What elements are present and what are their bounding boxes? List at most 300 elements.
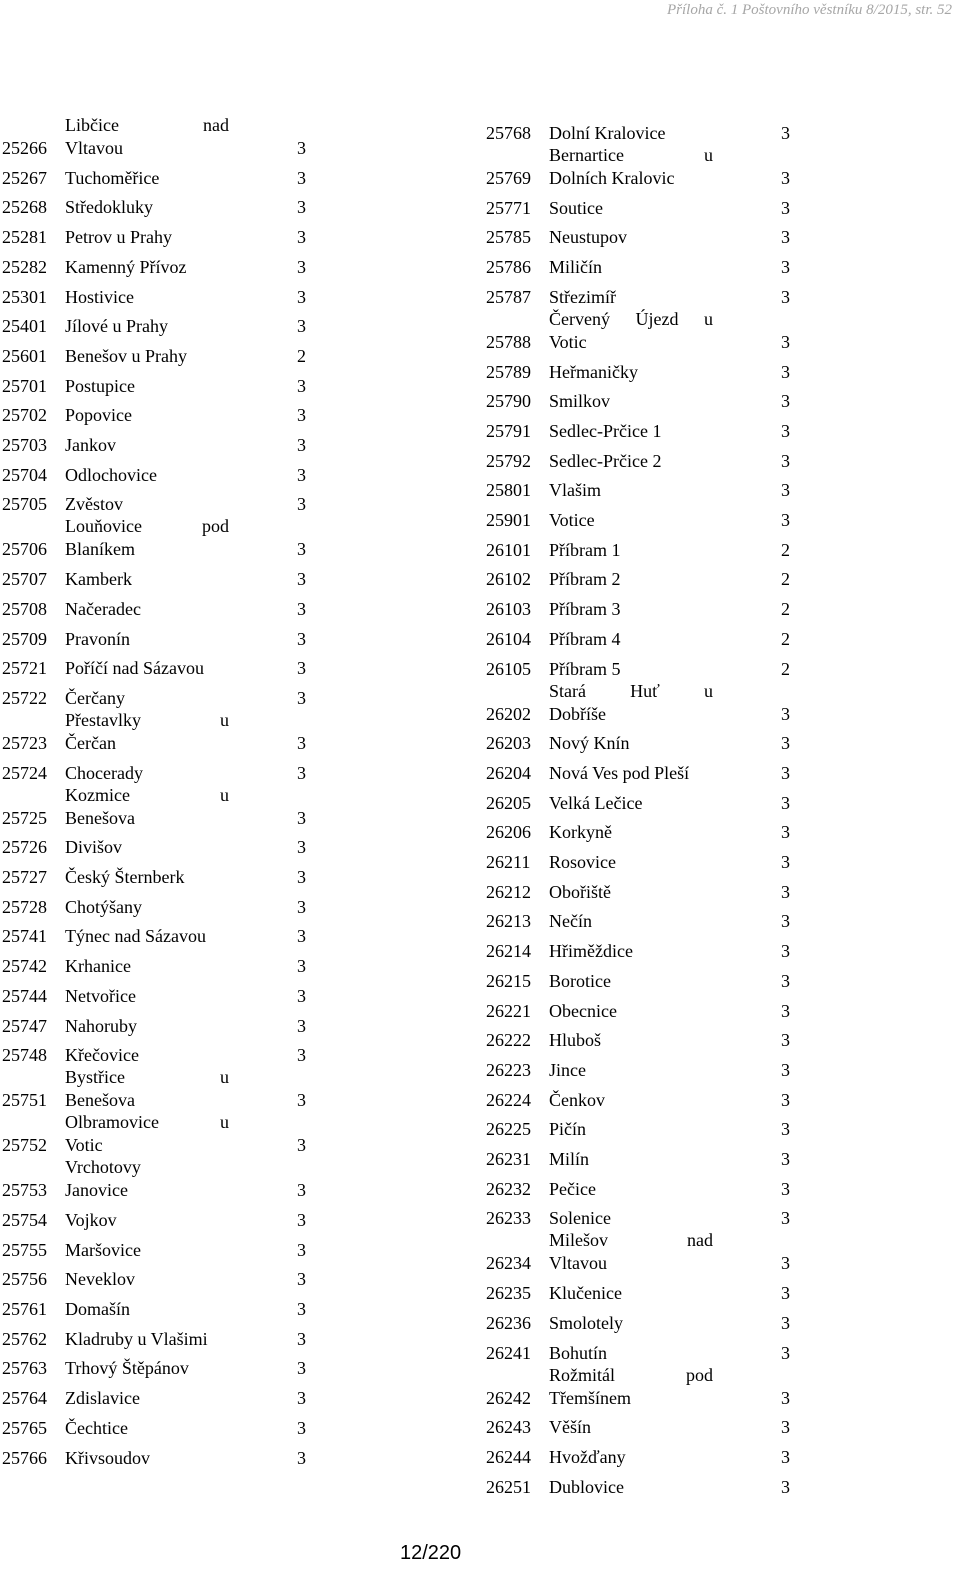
postal-code: 26241 xyxy=(486,1342,531,1363)
place-name: Příbram 1 xyxy=(549,539,621,560)
postal-code: 26224 xyxy=(486,1089,531,1110)
place-name: Bohutín xyxy=(549,1342,608,1363)
category-number: 3 xyxy=(781,881,790,902)
table-row xyxy=(2,895,322,919)
place-name: Divišov xyxy=(65,837,123,858)
place-name-word: Olbramovice xyxy=(65,1112,159,1133)
postal-code: 26104 xyxy=(486,628,531,649)
postal-code: 26251 xyxy=(486,1476,531,1497)
place-name: Český Šternberk xyxy=(65,867,185,887)
place-name: Věšín xyxy=(549,1417,591,1438)
place-name: Čerčan xyxy=(65,732,116,753)
category-number: 3 xyxy=(297,598,306,619)
place-name-word: Stará xyxy=(549,680,586,701)
table-row xyxy=(2,1067,322,1112)
postal-code: 26213 xyxy=(486,911,531,932)
table-row xyxy=(486,1177,806,1201)
category-number: 3 xyxy=(297,1090,306,1111)
postal-code: 26223 xyxy=(486,1059,531,1080)
category-number: 2 xyxy=(781,539,790,560)
postal-code: 25268 xyxy=(2,197,47,218)
place-name: Smilkov xyxy=(549,391,611,412)
place-name: Klučenice xyxy=(549,1283,622,1304)
postal-code: 25791 xyxy=(486,420,531,441)
category-number: 3 xyxy=(781,1253,790,1274)
place-name: Střezimíř xyxy=(549,286,616,307)
table-row xyxy=(2,1386,322,1410)
category-number: 3 xyxy=(297,494,306,515)
place-name: Kamenný Přívoz xyxy=(65,256,187,277)
category-number: 3 xyxy=(781,970,790,991)
category-number: 3 xyxy=(297,985,306,1006)
table-row xyxy=(2,166,322,190)
table-row xyxy=(2,567,322,591)
table-row xyxy=(486,1341,806,1365)
place-name: Kladruby u Vlašimi xyxy=(65,1328,208,1349)
place-name: Popovice xyxy=(65,405,132,426)
table-row xyxy=(486,791,806,815)
place-name: Kamberk xyxy=(65,569,132,590)
postal-code: 25789 xyxy=(486,361,531,382)
table-row xyxy=(486,761,806,785)
table-row xyxy=(2,195,322,219)
place-name: Miličín xyxy=(549,257,602,278)
postal-code: 25769 xyxy=(486,168,531,188)
place-name: Příbram 4 xyxy=(549,628,621,649)
place-name: Sedlec-Prčice 1 xyxy=(549,420,662,441)
postal-code: 26212 xyxy=(486,881,531,902)
place-name: Vltavou xyxy=(549,1253,607,1274)
postal-code: 26244 xyxy=(486,1446,531,1467)
postal-code: 26215 xyxy=(486,970,531,991)
place-name: Středokluky xyxy=(65,197,153,218)
place-name: Příbram 2 xyxy=(549,569,621,590)
postal-code: 25755 xyxy=(2,1239,47,1260)
table-row xyxy=(2,1446,322,1470)
category-number: 3 xyxy=(781,1476,790,1497)
place-name: Velká Lečice xyxy=(549,792,643,813)
place-name: Příbram 3 xyxy=(549,599,621,620)
category-number: 3 xyxy=(781,1000,790,1021)
table-row xyxy=(2,403,322,427)
place-name-word: pod xyxy=(202,516,229,537)
table-row xyxy=(486,880,806,904)
category-number: 3 xyxy=(297,807,306,828)
place-name-word: nad xyxy=(203,115,229,135)
place-name: Domašín xyxy=(65,1299,130,1319)
place-name: Zdislavice xyxy=(65,1388,140,1409)
category-number: 3 xyxy=(781,420,790,441)
table-row xyxy=(486,657,806,681)
table-row xyxy=(2,1208,322,1232)
postal-code: 25766 xyxy=(2,1447,47,1468)
table-row xyxy=(486,680,806,726)
place-name: Borotice xyxy=(549,970,611,991)
table-row xyxy=(2,1043,322,1067)
category-number: 3 xyxy=(297,1388,306,1409)
postal-code: 26231 xyxy=(486,1149,531,1169)
table-row xyxy=(2,314,322,338)
place-name-word: Louňovice xyxy=(65,516,142,537)
category-number: 3 xyxy=(781,361,790,382)
place-name-word: Rožmitál xyxy=(549,1364,615,1385)
place-name: Pičín xyxy=(549,1119,587,1140)
place-name-word: u xyxy=(220,1112,229,1133)
category-number: 3 xyxy=(297,167,306,188)
place-name-word: u xyxy=(704,680,713,701)
place-name: Solenice xyxy=(549,1208,611,1229)
place-name-line1 xyxy=(65,1155,229,1179)
postal-code: 25707 xyxy=(2,569,47,590)
place-name: Heřmaničky xyxy=(549,361,638,382)
postal-code: 26232 xyxy=(486,1178,531,1199)
category-number: 3 xyxy=(781,257,790,278)
category-number: 3 xyxy=(781,762,790,783)
category-number: 3 xyxy=(297,896,306,917)
postal-code: 26221 xyxy=(486,1000,531,1021)
category-number: 3 xyxy=(781,1208,790,1229)
postal-code: 25702 xyxy=(2,405,47,426)
category-number: 3 xyxy=(781,197,790,218)
place-name: Benešov u Prahy xyxy=(65,345,187,366)
category-number: 3 xyxy=(781,1119,790,1140)
category-number: 3 xyxy=(781,391,790,412)
category-number: 3 xyxy=(297,628,306,649)
postal-code: 25753 xyxy=(2,1180,47,1201)
place-name-line1 xyxy=(65,1065,229,1089)
table-row xyxy=(2,516,322,561)
postal-code: 25708 xyxy=(2,598,47,619)
table-row xyxy=(486,939,806,963)
place-name: Blaníkem xyxy=(65,539,135,560)
postal-code: 26222 xyxy=(486,1030,531,1051)
place-name: Jílové u Prahy xyxy=(65,316,168,337)
category-number: 3 xyxy=(297,435,306,455)
table-row xyxy=(486,1364,806,1410)
table-row xyxy=(2,1238,322,1262)
table-row xyxy=(486,1281,806,1305)
place-name: Příbram 5 xyxy=(549,658,621,679)
category-number: 3 xyxy=(781,852,790,872)
category-number: 3 xyxy=(781,331,790,352)
table-row xyxy=(2,954,322,978)
place-name: Čenkov xyxy=(549,1089,605,1110)
category-number: 3 xyxy=(297,1299,306,1319)
table-row xyxy=(2,1327,322,1351)
postal-code: 26233 xyxy=(486,1208,531,1229)
place-name: Dobříše xyxy=(549,703,606,724)
postal-code: 25786 xyxy=(486,257,531,278)
table-row xyxy=(2,1297,322,1321)
table-row xyxy=(486,1028,806,1052)
place-name-word: u xyxy=(220,784,229,805)
table-row xyxy=(2,686,322,710)
category-number: 3 xyxy=(781,1059,790,1080)
postal-code: 25266 xyxy=(2,138,47,158)
place-name: Pravonín xyxy=(65,628,130,649)
postal-code: 25701 xyxy=(2,375,47,396)
postal-code: 26234 xyxy=(486,1253,531,1274)
table-row xyxy=(486,225,806,249)
category-number: 3 xyxy=(781,1149,790,1169)
table-row xyxy=(486,627,806,651)
table-row xyxy=(486,196,806,220)
table-row xyxy=(486,731,806,755)
postal-code: 25752 xyxy=(2,1135,47,1156)
page-header: Příloha č. 1 Poštovního věstníku 8/2015, str. 52 xyxy=(667,2,952,18)
postal-code: 25801 xyxy=(486,480,531,501)
postal-code: 26236 xyxy=(486,1312,531,1333)
postal-code: 25764 xyxy=(2,1388,47,1409)
postal-code: 25601 xyxy=(2,345,47,366)
postal-code: 25901 xyxy=(486,510,531,530)
category-number: 3 xyxy=(781,1030,790,1051)
place-name: Pečice xyxy=(549,1178,596,1199)
place-name-word: Přestavlky xyxy=(65,709,141,730)
table-row xyxy=(2,1112,322,1157)
category-number: 3 xyxy=(781,227,790,248)
postal-code: 25787 xyxy=(486,286,531,307)
category-number: 3 xyxy=(781,1446,790,1467)
table-row xyxy=(486,449,806,473)
postal-code: 25747 xyxy=(2,1015,47,1036)
table-row xyxy=(486,1415,806,1439)
place-name: Křečovice xyxy=(65,1045,139,1066)
place-name: Netvořice xyxy=(65,985,136,1006)
place-name: Třemšínem xyxy=(549,1387,631,1408)
table-row xyxy=(486,1206,806,1230)
table-row xyxy=(486,389,806,413)
place-name: Hřiměždice xyxy=(549,941,633,962)
category-number: 3 xyxy=(781,450,790,471)
place-name: Nový Knín xyxy=(549,733,630,754)
place-name: Trhový Štěpánov xyxy=(65,1358,189,1379)
postal-code: 25724 xyxy=(2,762,47,783)
table-row xyxy=(2,374,322,398)
postal-code: 25744 xyxy=(2,985,47,1006)
table-row xyxy=(2,835,322,859)
place-name-line1 xyxy=(549,1228,713,1252)
table-row xyxy=(486,255,806,279)
postal-code: 25721 xyxy=(2,658,47,679)
table-row xyxy=(2,761,322,785)
category-number: 3 xyxy=(297,658,306,679)
category-number: 3 xyxy=(297,256,306,277)
place-name: Chotýšany xyxy=(65,896,143,917)
table-row xyxy=(486,1445,806,1469)
place-name-line1 xyxy=(549,1363,713,1387)
table-row xyxy=(2,463,322,487)
category-number: 2 xyxy=(781,628,790,649)
table-row xyxy=(486,999,806,1023)
postal-code: 25761 xyxy=(2,1299,47,1319)
table-row xyxy=(2,656,322,680)
postal-code: 25792 xyxy=(486,450,531,471)
table-row xyxy=(2,709,322,755)
table-row xyxy=(2,433,322,457)
table-row xyxy=(486,360,806,384)
category-number: 3 xyxy=(297,569,306,590)
category-number: 3 xyxy=(297,316,306,337)
table-row xyxy=(486,1311,806,1335)
page-number: 12/220 xyxy=(400,1542,462,1564)
table-row xyxy=(486,820,806,844)
place-name-word: Bernartice xyxy=(549,145,624,165)
table-row xyxy=(2,1267,322,1291)
place-name-word: u xyxy=(220,709,229,730)
table-row xyxy=(486,850,806,874)
place-name-line1 xyxy=(65,1110,229,1134)
postal-code: 25751 xyxy=(2,1090,47,1111)
place-name: Votic xyxy=(549,331,587,352)
category-number: 3 xyxy=(297,405,306,426)
postal-code: 25790 xyxy=(486,391,531,412)
place-name: Odlochovice xyxy=(65,464,157,485)
table-row xyxy=(2,225,322,249)
place-name: Poříčí nad Sázavou xyxy=(65,658,204,679)
category-number: 2 xyxy=(781,569,790,590)
postal-code: 26103 xyxy=(486,599,531,620)
place-name-word: Červený xyxy=(549,308,610,329)
postal-code: 25754 xyxy=(2,1209,47,1230)
place-name: Neveklov xyxy=(65,1269,135,1290)
category-number: 3 xyxy=(781,1387,790,1408)
place-name-word: Milešov xyxy=(549,1230,609,1251)
category-number: 3 xyxy=(781,1312,790,1333)
place-name-word: Bystřice xyxy=(65,1067,125,1088)
category-number: 3 xyxy=(297,926,306,947)
place-name: Benešova xyxy=(65,1090,135,1111)
category-number: 3 xyxy=(781,792,790,813)
category-number: 3 xyxy=(781,911,790,932)
place-name-word: nad xyxy=(687,1230,713,1251)
table-row xyxy=(2,1416,322,1440)
place-name: Nečín xyxy=(549,911,592,932)
category-number: 3 xyxy=(297,1209,306,1230)
postal-code: 25301 xyxy=(2,286,47,307)
place-name: Petrov u Prahy xyxy=(65,227,172,248)
category-number: 3 xyxy=(781,123,790,143)
category-number: 3 xyxy=(297,687,306,708)
table-row xyxy=(486,567,806,591)
table-row xyxy=(2,1157,322,1202)
place-name: Zvěstov xyxy=(65,494,123,515)
place-name-word: u xyxy=(220,1067,229,1088)
place-name: Korkyně xyxy=(549,822,612,843)
place-name: Milín xyxy=(549,1149,590,1169)
place-name: Krhanice xyxy=(65,956,131,977)
table-row xyxy=(2,344,322,368)
table-row xyxy=(2,597,322,621)
category-number: 3 xyxy=(297,138,306,158)
postal-code: 26101 xyxy=(486,539,531,560)
postal-code: 25763 xyxy=(2,1358,47,1379)
place-name-line1 xyxy=(65,514,229,538)
category-number: 3 xyxy=(297,956,306,977)
place-name: Votic xyxy=(65,1135,103,1156)
table-row xyxy=(486,1117,806,1141)
place-name: Smolotely xyxy=(549,1312,624,1333)
category-number: 3 xyxy=(297,375,306,396)
postal-code: 25267 xyxy=(2,167,47,188)
category-number: 3 xyxy=(781,822,790,843)
place-name: Neustupov xyxy=(549,227,627,248)
postal-code: 26205 xyxy=(486,792,531,813)
place-name-word: u xyxy=(704,145,713,165)
postal-code: 26243 xyxy=(486,1417,531,1438)
place-name: Postupice xyxy=(65,375,135,396)
place-name-line1 xyxy=(65,783,229,807)
table-row xyxy=(2,285,322,309)
category-number: 3 xyxy=(781,941,790,962)
place-name-line1 xyxy=(549,143,713,167)
category-number: 3 xyxy=(297,1135,306,1156)
postal-code: 26203 xyxy=(486,733,531,754)
table-row xyxy=(2,492,322,516)
category-number: 3 xyxy=(781,168,790,188)
place-name: Maršovice xyxy=(65,1239,141,1260)
postal-code: 25748 xyxy=(2,1045,47,1066)
place-name-word: Vrchotovy xyxy=(65,1157,141,1178)
table-row xyxy=(486,285,806,309)
place-name: Hvožďany xyxy=(549,1446,626,1467)
category-number: 2 xyxy=(297,345,306,366)
table-row xyxy=(486,538,806,562)
category-number: 3 xyxy=(297,1417,306,1438)
postal-code: 25768 xyxy=(486,123,531,143)
category-number: 3 xyxy=(297,539,306,560)
category-number: 3 xyxy=(297,464,306,485)
category-number: 3 xyxy=(781,286,790,307)
place-name: Dolních Kralovic xyxy=(549,168,675,188)
postal-code: 26214 xyxy=(486,941,531,962)
table-row xyxy=(486,1058,806,1082)
table-row xyxy=(486,1230,806,1275)
postal-code: 26102 xyxy=(486,569,531,590)
table-row xyxy=(486,1088,806,1112)
postal-code: 25771 xyxy=(486,197,531,218)
table-row xyxy=(486,308,806,354)
place-name: Obořiště xyxy=(549,881,611,902)
place-name: Vlašim xyxy=(549,480,601,501)
category-number: 2 xyxy=(781,658,790,679)
category-number: 3 xyxy=(297,1180,306,1201)
place-name: Hluboš xyxy=(549,1030,602,1051)
place-name-word: u xyxy=(704,308,713,329)
postal-code: 25704 xyxy=(2,464,47,485)
place-name: Jince xyxy=(549,1059,586,1080)
category-number: 3 xyxy=(781,480,790,501)
table-row xyxy=(486,145,806,190)
place-name: Benešova xyxy=(65,807,135,828)
table-row xyxy=(486,1147,806,1171)
postal-code: 25788 xyxy=(486,331,531,352)
place-name: Čechtice xyxy=(65,1417,128,1438)
postal-code: 26202 xyxy=(486,703,531,724)
postal-code: 26206 xyxy=(486,822,531,843)
category-number: 3 xyxy=(297,227,306,248)
table-row xyxy=(486,508,806,532)
table-row xyxy=(2,984,322,1008)
category-number: 3 xyxy=(297,1015,306,1036)
place-name-word: Kozmice xyxy=(65,784,130,805)
table-row xyxy=(486,121,806,145)
category-number: 3 xyxy=(297,867,306,887)
place-name: Sedlec-Prčice 2 xyxy=(549,450,662,471)
postal-code: 25756 xyxy=(2,1269,47,1290)
postal-code: 25785 xyxy=(486,227,531,248)
postal-code: 25706 xyxy=(2,539,47,560)
